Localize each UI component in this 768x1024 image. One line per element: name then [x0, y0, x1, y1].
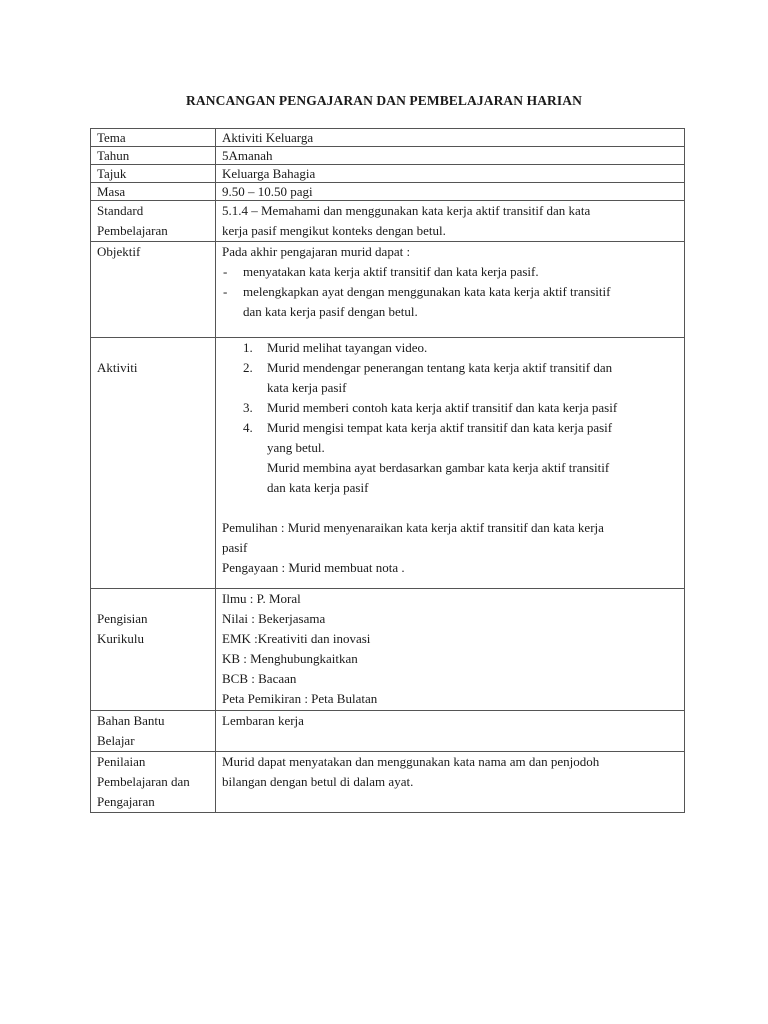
label-bahan: [91, 711, 216, 752]
number-marker: 3.: [243, 400, 253, 415]
lesson-plan-table: [90, 128, 685, 813]
label-penilaian: [91, 752, 216, 813]
aktiviti-item-text: Murid mengisi tempat kata kerja aktif transitif dan kata kerja pasif: [267, 420, 613, 435]
aktiviti-item-text: Murid mendengar penerangan tentang kata kerja aktif transitif dan: [267, 360, 613, 375]
label-standard-line2: Pembelajaran: [97, 223, 168, 238]
label-penilaian-line1: Penilaian: [97, 754, 146, 769]
aktiviti-extra-line1: Murid membina ayat berdasarkan gambar kata kerja aktif transitif: [267, 460, 610, 475]
label-tajuk: Tajuk: [91, 165, 216, 183]
dash-marker: -: [223, 284, 228, 299]
number-marker: 2.: [243, 360, 253, 375]
aktiviti-item-text: Murid melihat tayangan video.: [267, 340, 428, 355]
aktiviti-item-text: Murid memberi contoh kata kerja aktif transitif dan kata kerja pasif: [267, 400, 618, 415]
label-tema: Tema: [91, 129, 216, 147]
standard-line2: kerja pasif mengikut konteks dengan betul.: [222, 223, 446, 238]
number-marker: 1.: [243, 340, 253, 355]
row-masa: [91, 183, 685, 201]
value-masa: 9.50 – 10.50 pagi: [216, 183, 685, 201]
pengisian-peta: Peta Pemikiran : Peta Bulatan: [222, 691, 378, 706]
value-bahan: Lembaran kerja: [216, 711, 685, 752]
aktiviti-item: [222, 398, 678, 418]
label-aktiviti: [91, 338, 216, 589]
objektif-item-text: menyatakan kata kerja aktif transitif dan kata kerja pasif.: [243, 264, 539, 279]
pengisian-ilmu: Ilmu : P. Moral: [222, 591, 301, 606]
objektif-item: [222, 262, 678, 282]
label-bahan-line2: Belajar: [97, 733, 135, 748]
value-penilaian: [216, 752, 685, 813]
row-tema: [91, 129, 685, 147]
label-bahan-line1: Bahan Bantu: [97, 713, 165, 728]
penilaian-line2: bilangan dengan betul di dalam ayat.: [222, 774, 414, 789]
aktiviti-item-text-cont: kata kerja pasif: [267, 380, 347, 395]
pemulihan-line2: pasif: [222, 540, 248, 555]
pengisian-emk: EMK :Kreativiti dan inovasi: [222, 631, 371, 646]
label-masa: Masa: [91, 183, 216, 201]
value-aktiviti: [216, 338, 685, 589]
standard-line1: 5.1.4 – Memahami dan menggunakan kata kerja aktif transitif dan kata: [222, 203, 591, 218]
label-pengisian: [91, 589, 216, 711]
value-pengisian: [216, 589, 685, 711]
pengisian-bcb: BCB : Bacaan: [222, 671, 297, 686]
document-title: RANCANGAN PENGAJARAN DAN PEMBELAJARAN HARIAN: [186, 93, 582, 108]
label-tahun: Tahun: [91, 147, 216, 165]
label-standard: [91, 201, 216, 242]
label-penilaian-line2: Pembelajaran dan: [97, 774, 190, 789]
aktiviti-extra-line2: dan kata kerja pasif: [267, 480, 369, 495]
row-penilaian: [91, 752, 685, 813]
label-penilaian-line3: Pengajaran: [97, 794, 155, 809]
aktiviti-item-text-cont: yang betul.: [267, 440, 325, 455]
objektif-item-text: melengkapkan ayat dengan menggunakan kata kata kerja aktif transitif: [243, 284, 611, 299]
pengisian-nilai: Nilai : Bekerjasama: [222, 611, 326, 626]
objektif-intro: Pada akhir pengajaran murid dapat :: [222, 244, 411, 259]
value-tahun: 5Amanah: [216, 147, 685, 165]
label-standard-line1: Standard: [97, 203, 144, 218]
aktiviti-item: [222, 358, 678, 398]
row-objektif: [91, 242, 685, 338]
label-aktiviti-text: Aktiviti: [97, 360, 138, 375]
number-marker: 4.: [243, 420, 253, 435]
penilaian-line1: Murid dapat menyatakan dan menggunakan kata nama am dan penjodoh: [222, 754, 600, 769]
label-objektif: Objektif: [91, 242, 216, 338]
pengayaan: Pengayaan : Murid membuat nota .: [222, 560, 405, 575]
value-tajuk: Keluarga Bahagia: [216, 165, 685, 183]
label-pengisian-line2: Kurikulu: [97, 631, 144, 646]
aktiviti-item: [222, 418, 678, 458]
objektif-item-text-cont: dan kata kerja pasif dengan betul.: [243, 304, 418, 319]
dash-marker: -: [223, 264, 228, 279]
pemulihan-line1: Pemulihan : Murid menyenaraikan kata kerja aktif transitif dan kata kerja: [222, 520, 604, 535]
row-standard: [91, 201, 685, 242]
row-pengisian: [91, 589, 685, 711]
row-aktiviti: [91, 338, 685, 589]
label-pengisian-line1: Pengisian: [97, 611, 148, 626]
value-objektif: [216, 242, 685, 338]
aktiviti-extra: [222, 458, 678, 498]
pengisian-kb: KB : Menghubungkaitkan: [222, 651, 358, 666]
value-standard: [216, 201, 685, 242]
row-tahun: [91, 147, 685, 165]
objektif-item: [222, 282, 678, 322]
value-tema: Aktiviti Keluarga: [216, 129, 685, 147]
row-bahan: [91, 711, 685, 752]
aktiviti-item: [222, 338, 678, 358]
row-tajuk: [91, 165, 685, 183]
